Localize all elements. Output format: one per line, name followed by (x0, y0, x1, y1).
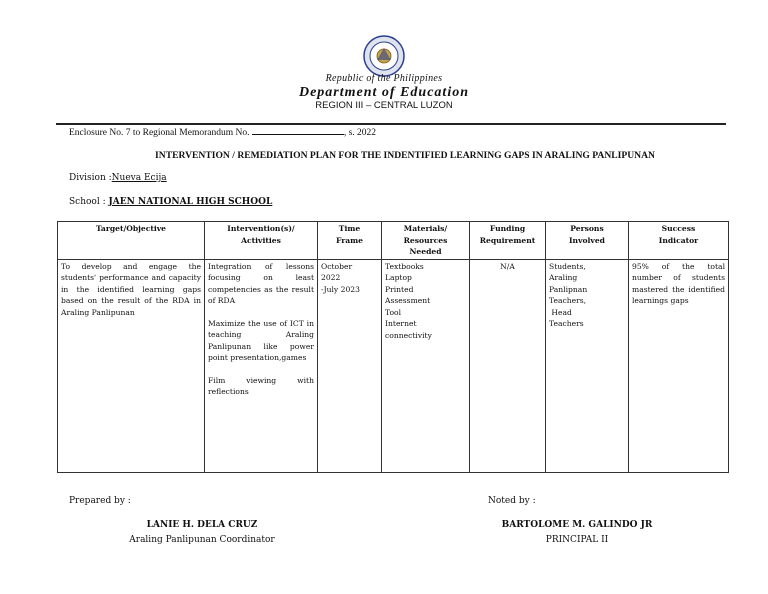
table-header-row (58, 222, 729, 260)
header-materials: Materials/ Resources Needed (382, 222, 470, 260)
intervention-plan-table (57, 221, 729, 473)
division-value: Nueva Ecija (111, 173, 167, 183)
enclosure-suffix: , s. 2022 (343, 128, 377, 138)
noted-by-position: PRINCIPAL II (545, 535, 609, 545)
division-line (69, 173, 167, 183)
enclosure-line (69, 125, 376, 138)
department-heading: Department of Education (298, 85, 469, 100)
republic-heading: Republic of the Philippines (325, 73, 443, 84)
memo-number-blank (252, 125, 344, 135)
header-time-frame: Time Frame (318, 222, 382, 260)
region-heading: REGION III – CENTRAL LUZON (315, 100, 453, 111)
cell-target: To develop and engage the students' performance and capacity in the identified learning gaps based on the result of the RDA in Araling Panlipunan (58, 259, 205, 473)
prepared-by-position: Araling Panlipunan Coordinator (129, 535, 275, 545)
noted-by-name: BARTOLOME M. GALINDO JR (501, 520, 653, 530)
cell-success-indicator: 95% of the total number of students mastered the identified learnings gaps (629, 259, 729, 473)
header-persons-involved: Persons Involved (546, 222, 629, 260)
header-interventions: Intervention(s)/ Activities (205, 222, 318, 260)
intervention-item: Film viewing with reflections (208, 375, 314, 396)
cell-interventions (205, 259, 318, 473)
document-title: INTERVENTION / REMEDIATION PLAN FOR THE INDENTIFIED LEARNING GAPS IN ARALING PANLIPUNAN (155, 150, 655, 161)
prepared-by-label: Prepared by : (69, 496, 131, 506)
cell-time-frame: October 2022 -July 2023 (318, 259, 382, 473)
school-label: School : (69, 197, 106, 207)
school-value: JAEN NATIONAL HIGH SCHOOL (108, 197, 273, 207)
deped-seal-logo (351, 34, 417, 78)
intervention-item: Integration of lessons focusing on least competencies as the result of RDA (208, 261, 314, 305)
school-line (69, 197, 272, 207)
header-target-objective: Target/Objective (58, 222, 205, 260)
header-funding: Funding Requirement (470, 222, 546, 260)
intervention-item: Maximize the use of ICT in teaching Araling Panlipunan like power point presentation,games (208, 318, 314, 362)
cell-persons: Students, Araling Panlipnan Teachers, Head Teachers (546, 259, 629, 473)
noted-by-label: Noted by : (488, 496, 536, 506)
cell-materials: Textbooks Laptop Printed Assessment Tool Internet connectivity (382, 259, 470, 473)
table-row (58, 259, 729, 473)
cell-funding: N/A (470, 259, 546, 473)
division-label: Division : (69, 173, 112, 183)
header-success-indicator: Success Indicator (629, 222, 729, 260)
enclosure-prefix: Enclosure No. 7 to Regional Memorandum No. (69, 128, 250, 138)
prepared-by-name: LANIE H. DELA CRUZ (146, 520, 258, 530)
